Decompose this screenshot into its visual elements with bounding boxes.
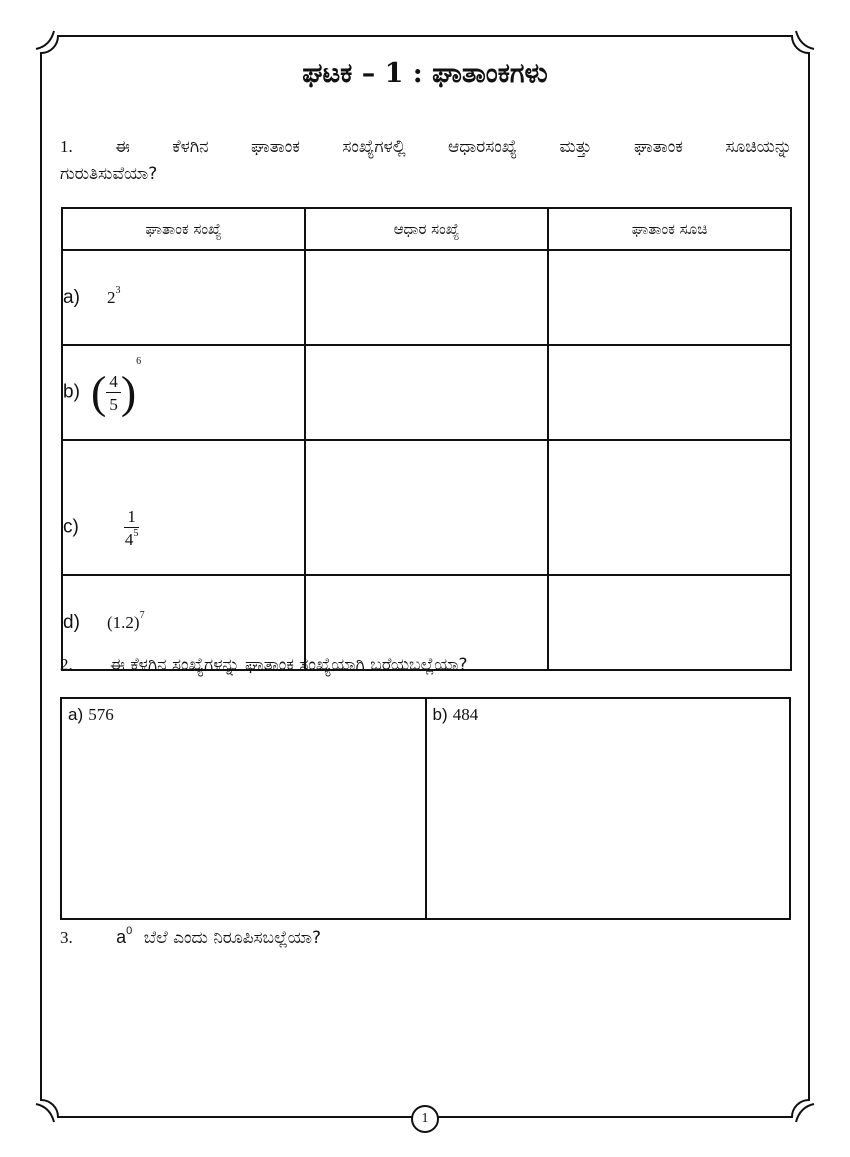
question-1-word: ಆಧಾರಸಂಖ್ಯೆ [448,137,518,157]
header-exponent-index: ಘಾತಾಂಕ ಸೂಚಿ [548,208,791,250]
question-3-number: 3. [60,928,73,947]
question-2-text: ಈ ಕೆಳಗಿನ ಸಂಖ್ಯೆಗಳನ್ನು ಘಾತಾಂಕ ಸಂಖ್ಯೆಯಾಗಿ ಬರೆಯಬಲ್ಲೆಯಾ? [110,655,468,675]
question-1-word: ಘಾತಾಂಕ [251,137,300,157]
row-label: b) [63,381,80,402]
question-2-number: 2. [60,655,73,674]
expression: $\frac{1}{4^5}$ [124,506,139,549]
exponent-answer-cell[interactable] [548,440,791,575]
page-title: ಘಟಕ – 1 : ಘಾತಾಂಕಗಳು [302,58,548,89]
row-label: c) [63,516,79,537]
question-1-word: ಘಾತಾಂಕ [633,137,683,157]
answer-box-label: a) 576 [68,705,114,724]
exponent-answer-cell[interactable] [548,250,791,345]
exponent-answer-cell[interactable] [548,575,791,670]
question-1-word: ಈ [115,137,130,157]
row-label: a) [63,286,80,308]
question-1-number: 1. [60,137,73,156]
table-header-row [62,208,791,250]
row-label: d) [63,611,80,633]
table-row [62,250,791,345]
question-3 [60,927,321,948]
question-3-text: ಬೆಲೆ ಎಂದು ನಿರೂಪಿಸಬಲ್ಲೆಯಾ? [143,928,322,948]
exponent-table [61,207,792,671]
base-answer-cell[interactable] [305,345,548,440]
question-1-word: ಮತ್ತು [559,137,592,157]
answer-box-a[interactable] [62,699,425,918]
table-row [62,440,791,575]
page-number: 1 [411,1105,439,1133]
answer-box-label: b) 484 [432,705,479,724]
expression: ( $\frac{4}{5}$ )$^6$ [91,355,142,418]
base-answer-cell[interactable] [305,440,548,575]
answer-box-b[interactable] [425,699,790,918]
question-2 [60,655,468,675]
expression-cell [62,250,305,345]
expression: $(1.2)^7$ [107,609,145,632]
question-1-word: ಸೂಚಿಯನ್ನು [725,137,792,157]
exponent-answer-cell[interactable] [548,345,791,440]
question-1-word: ಕೆಳಗಿನ [172,137,209,157]
expression-cell [62,345,305,440]
question-3-expression: $a^0$ [116,925,133,947]
base-answer-cell[interactable] [305,250,548,345]
table-row [62,345,791,440]
question-1-line [60,137,792,157]
question-1-text-line2: ಗುರುತಿಸುವೆಯಾ? [60,164,158,184]
question-1-word: ಸಂಖ್ಯೆಗಳಲ್ಲಿ [342,137,406,157]
header-base: ಆಧಾರ ಸಂಖ್ಯೆ [305,208,548,250]
answer-boxes [60,697,791,920]
header-exponent-number: ಘಾತಾಂಕ ಸಂಖ್ಯೆ [62,208,305,250]
expression: $2^3$ [107,284,121,307]
expression-cell [62,440,305,575]
